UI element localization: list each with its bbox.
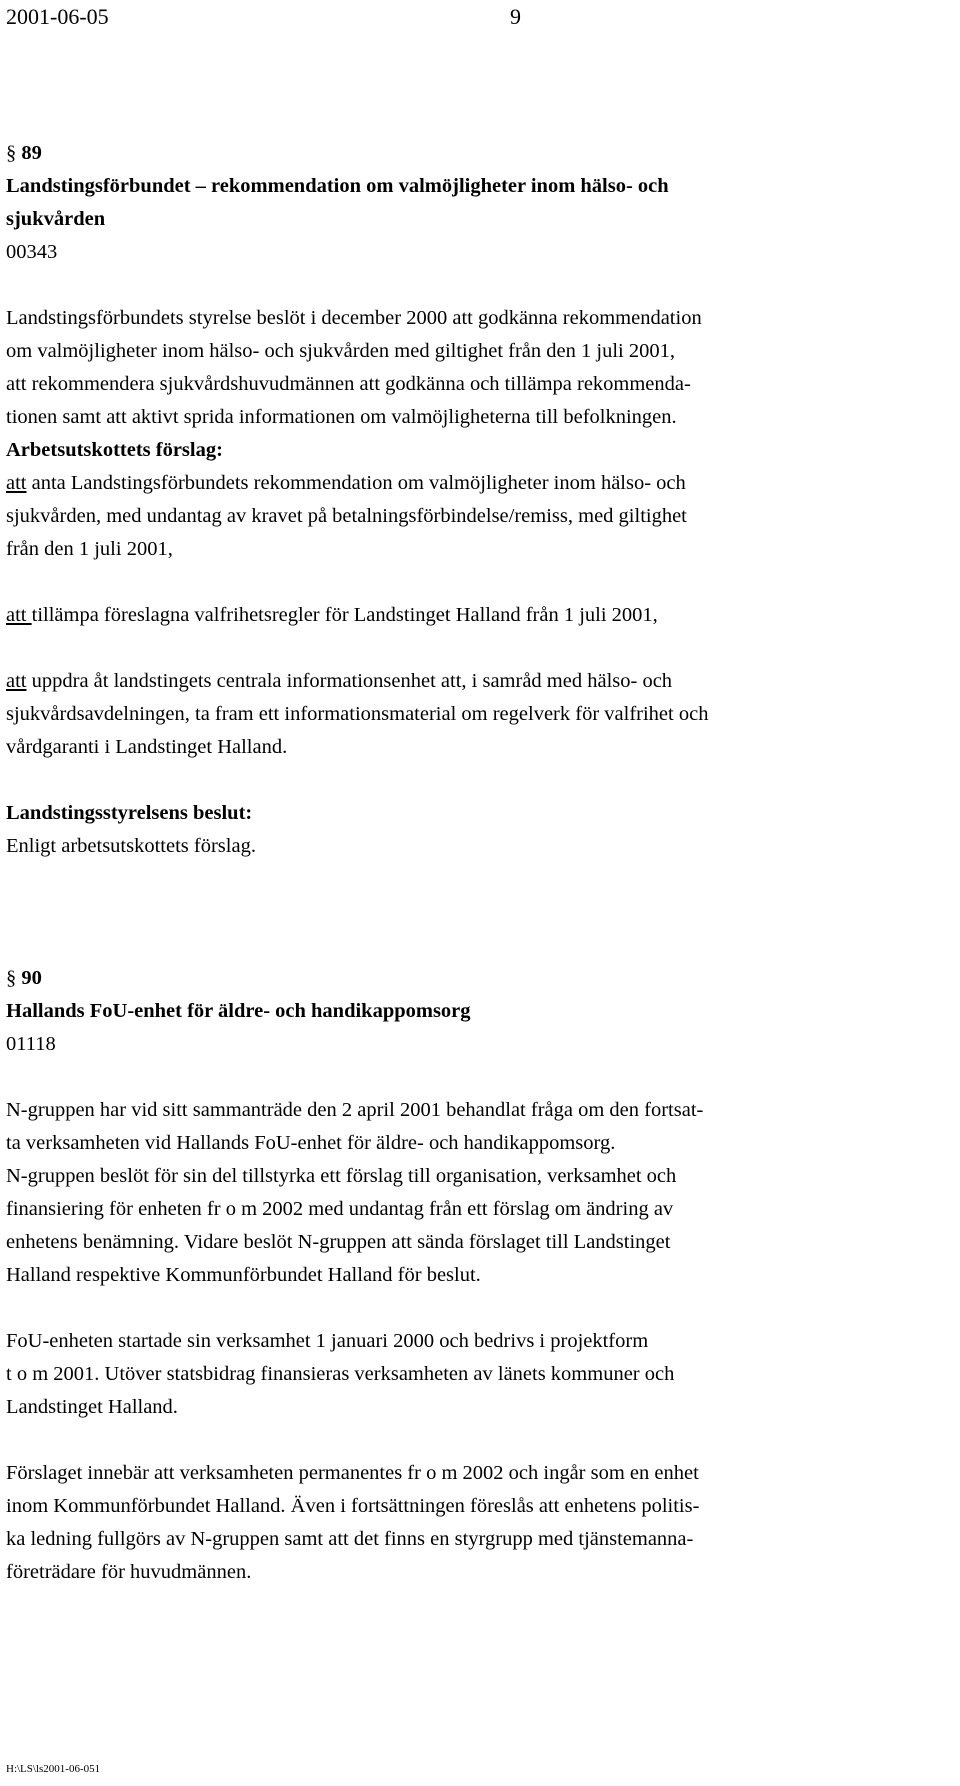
section-90-p1-line-4: finansiering för enheten fr o m 2002 med undantag från ett förslag om ändring av [6, 1198, 674, 1220]
section-90-p3-line-3: ka ledning fullgörs av N-gruppen samt att det finns en styrgrupp med tjänstemanna- [6, 1528, 694, 1550]
att-clause-1-text: anta Landstingsförbundets rekommendation om valmöjligheter inom hälso- och [26, 472, 686, 494]
att-clause-1-line-1 [6, 467, 936, 500]
section-89-intro-line-2: om valmöjligheter inom hälso- och sjukvården med giltighet från den 1 juli 2001, [6, 340, 675, 362]
section-sign: § [6, 142, 17, 164]
att-clause-1-line-3: från den 1 juli 2001, [6, 538, 173, 560]
section-89-case-number: 00343 [6, 241, 58, 263]
section-89-intro-line-3: att rekommendera sjukvårdshuvudmännen att godkänna och tillämpa rekommenda- [6, 373, 691, 395]
section-89-title-line-1: Landstingsförbundet – rekommendation om valmöjligheter inom hälso- och [6, 175, 669, 197]
section-90-title: Hallands FoU-enhet för äldre- och handikappomsorg [6, 1000, 471, 1022]
section-90-p3-line-2: inom Kommunförbundet Halland. Även i fortsättningen föreslås att enhetens politis- [6, 1495, 700, 1517]
section-89-title-line-2: sjukvården [6, 208, 106, 230]
header-date: 2001-06-05 [6, 4, 109, 29]
section-90-p1-line-6: Halland respektive Kommunförbundet Halland för beslut. [6, 1264, 481, 1286]
section-90 [6, 962, 936, 1589]
att-clause-3-line-2: sjukvårdsavdelningen, ta fram ett informationsmaterial om regelverk för valfrihet och [6, 703, 709, 725]
att-clause-3-line-1 [6, 665, 936, 698]
section-90-p2-line-3: Landstinget Halland. [6, 1396, 178, 1418]
section-90-p1-line-3: N-gruppen beslöt för sin del tillstyrka ett förslag till organisation, verksamhet och [6, 1165, 677, 1187]
section-90-p3-line-1: Förslaget innebär att verksamheten permanentes fr o m 2002 och ingår som en enhet [6, 1462, 699, 1484]
section-90-case-number: 01118 [6, 1033, 56, 1055]
section-sign: § [6, 967, 17, 989]
section-89 [6, 137, 936, 863]
att-clause-2-text: tillämpa föreslagna valfrihetsregler för Landstinget Halland från 1 juli 2001, [31, 604, 658, 626]
att-clause-3-text: uppdra åt landstingets centrala informationsenhet att, i samråd med hälso- och [26, 670, 673, 692]
section-90-number-line [6, 962, 936, 995]
section-90-p1-line-2: ta verksamheten vid Hallands FoU-enhet för äldre- och handikappomsorg. [6, 1132, 616, 1154]
att-keyword: att [6, 670, 27, 692]
page-content [6, 137, 936, 1589]
section-90-number: 90 [21, 967, 42, 989]
att-clause-3-line-3: vårdgaranti i Landstinget Halland. [6, 736, 288, 758]
section-90-p1-line-1: N-gruppen har vid sitt sammanträde den 2 april 2001 behandlat fråga om den fortsat- [6, 1099, 704, 1121]
att-clause-2-line-1 [6, 599, 936, 632]
section-89-number-line [6, 137, 936, 170]
decision-heading: Landstingsstyrelsens beslut: [6, 802, 253, 824]
section-89-number: 89 [21, 142, 42, 164]
att-clause-1-line-2: sjukvården, med undantag av kravet på betalningsförbindelse/remiss, med giltighet [6, 505, 687, 527]
section-90-p1-line-5: enhetens benämning. Vidare beslöt N-gruppen att sända förslaget till Landstinget [6, 1231, 671, 1253]
att-keyword: att [6, 604, 32, 626]
decision-text: Enligt arbetsutskottets förslag. [6, 835, 256, 857]
section-90-p2-line-1: FoU-enheten startade sin verksamhet 1 januari 2000 och bedrivs i projektform [6, 1330, 649, 1352]
section-90-p2-line-2: t o m 2001. Utöver statsbidrag finansieras verksamheten av länets kommuner och [6, 1363, 675, 1385]
page-footer-path: H:\LS\ls2001-06-051 [6, 1763, 101, 1775]
section-90-p3-line-4: företrädare för huvudmännen. [6, 1561, 252, 1583]
section-89-intro-line-4: tionen samt att aktivt sprida informationen om valmöjligheterna till befolkningen. [6, 406, 677, 428]
header-page-number: 9 [510, 4, 521, 29]
att-keyword: att [6, 472, 27, 494]
proposal-heading: Arbetsutskottets förslag: [6, 439, 223, 461]
section-89-intro-line-1: Landstingsförbundets styrelse beslöt i december 2000 att godkänna rekommendation [6, 307, 702, 329]
